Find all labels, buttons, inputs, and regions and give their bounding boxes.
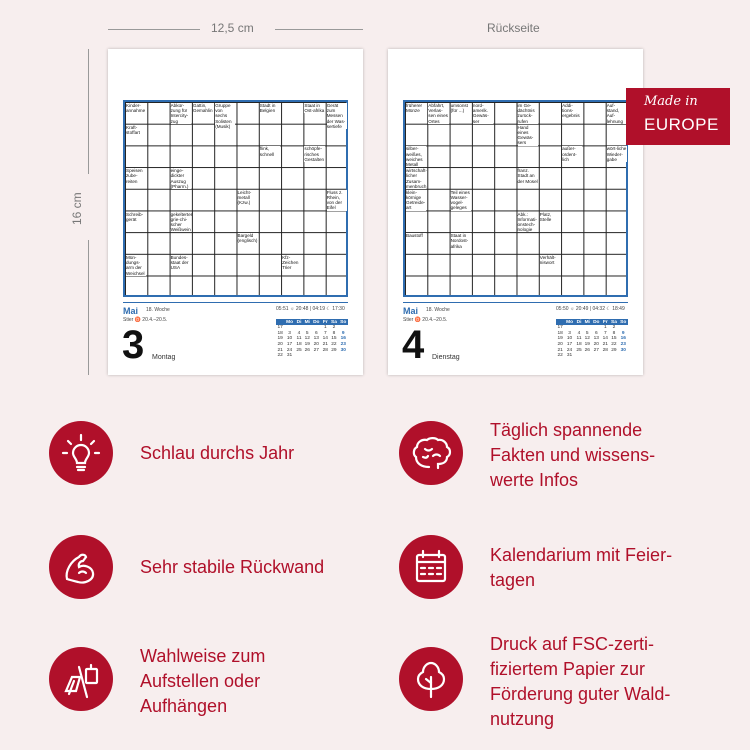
calendar-page-back <box>388 49 643 375</box>
mini-calendar-cell: 19 <box>304 342 310 348</box>
mini-calendar-cell: 12 <box>584 336 590 342</box>
mini-calendar-cell: 22 <box>331 342 337 348</box>
crossword-clue: schöpfe-risches Gestalten <box>304 146 325 162</box>
mini-calendar-cell: 9 <box>621 330 625 336</box>
mini-calendar-cell: 12 <box>304 336 310 342</box>
mini-calendar-header: So <box>340 319 347 325</box>
mini-calendar-cell: 1 <box>603 325 607 331</box>
mini-calendar-cell <box>329 353 338 359</box>
mini-calendar-cell: 5 <box>585 330 589 336</box>
badge-line2: EUROPE <box>644 115 719 134</box>
mini-calendar-cell: 16 <box>340 336 346 342</box>
feature-text-5: Wahlweise zum Aufstellen oder Aufhängen <box>140 646 266 716</box>
mini-calendar-cell <box>618 353 628 359</box>
mini-calendar-cell: 26 <box>584 347 590 353</box>
stand-hang-icon <box>49 647 113 711</box>
crossword-clue: Kfz-Zeichen Trier <box>282 255 302 271</box>
mini-calendar-cell: 14 <box>602 336 608 342</box>
crossword-clue: im Ge-dächtnis zurück-rufen <box>518 103 538 124</box>
crossword-clue: früherer Münze <box>406 103 426 113</box>
crossword-clue: Kinder-annahme <box>126 103 146 114</box>
mini-calendar-cell: 24 <box>286 347 293 353</box>
crossword-clue: Mün-dungs-arm der Weichsel <box>126 254 145 276</box>
day-name: Montag <box>152 354 176 361</box>
day-number: 4 <box>402 323 425 367</box>
height-dimension-line-top <box>88 49 89 174</box>
crossword-clue: Staat in Nordost-afrika <box>451 233 471 249</box>
mini-calendar-header: Di <box>576 319 582 325</box>
crossword-clue: nord-amerik. Gewäs-ser <box>473 103 493 124</box>
mini-calendar-cell: 3 <box>568 330 571 336</box>
mini-calendar-cell: 30 <box>620 347 626 353</box>
mini-calendar-cell: 18 <box>277 330 283 336</box>
crossword-clue: Bargeld (englisch) <box>237 233 258 244</box>
crossword-clue: gekelterter grie-chi-scher Weißwein <box>170 211 193 233</box>
mini-calendar-cell: 6 <box>594 330 598 336</box>
crossword-grid <box>123 100 348 297</box>
mini-calendar-header: Do <box>313 319 320 325</box>
mini-calendar-cell: 7 <box>603 330 607 336</box>
mini-calendar-cell <box>303 353 311 359</box>
mini-calendar-cell: 3 <box>288 330 291 336</box>
mini-calendar-cell: 4 <box>577 330 581 336</box>
mini-calendar <box>556 319 628 359</box>
mini-calendar-cell: 21 <box>557 347 563 353</box>
mini-calendar-cell: 9 <box>341 330 345 336</box>
crossword-clue: Fluss z. Rhein, von der Eifel <box>327 190 347 211</box>
crossword-clue: franz. Stadt an der Mosel <box>517 168 538 184</box>
week-label: 18. Woche <box>426 307 450 313</box>
crossword-clue: umsonst (für ...) <box>451 103 471 113</box>
mini-calendar-cell: 19 <box>277 336 283 342</box>
mini-calendar-cell <box>601 353 609 359</box>
mini-calendar-header: Mi <box>304 319 310 325</box>
crossword-clue: flink, schnell <box>260 146 280 156</box>
badge-line1: Made in <box>644 94 698 109</box>
crossword-clue: außer-ordent-lich <box>562 146 582 162</box>
mini-calendar-header: Mo <box>566 319 574 325</box>
mini-calendar-cell: 27 <box>313 347 319 353</box>
mini-calendar-cell: 26 <box>304 347 310 353</box>
crossword-clue: klein-körnige Getreide-art <box>406 189 426 211</box>
calendar-page-front <box>108 49 363 375</box>
mini-calendar-cell: 28 <box>322 347 328 353</box>
mini-calendar-cell <box>311 353 321 359</box>
mini-calendar-cell: 20 <box>593 342 599 348</box>
mini-calendar-cell: 21 <box>277 347 283 353</box>
sun-moon-info: 05:50 ☼ 20:49 | 04:32 ☾ 18:49 <box>556 306 625 312</box>
mini-calendar <box>276 319 348 359</box>
mini-calendar-cell <box>609 353 618 359</box>
mini-calendar-cell: 23 <box>620 342 626 348</box>
day-name: Dienstag <box>432 354 460 361</box>
mini-calendar-cell: 22 <box>611 342 617 348</box>
crossword-clue: Staat in Ost-afrika <box>304 103 325 114</box>
crossword-clue: Auf-stand, Auf-lehnung <box>607 103 627 124</box>
mini-calendar-header: Fr <box>322 319 328 325</box>
mini-calendar-cell: 23 <box>340 342 346 348</box>
mini-calendar-cell: 1 <box>323 325 327 331</box>
height-dimension-line-bottom <box>88 240 89 375</box>
mini-calendar-cell: 29 <box>331 347 337 353</box>
crossword-clue: Bundes-staat der USA <box>171 255 191 271</box>
mini-calendar-cell: 10 <box>566 336 573 342</box>
mini-calendar-cell: 18 <box>576 342 582 348</box>
mini-calendar-cell: 20 <box>313 342 319 348</box>
mini-calendar-cell: 7 <box>323 330 327 336</box>
divider-line <box>403 302 628 303</box>
feature-text-3: Sehr stabile Rückwand <box>140 557 325 577</box>
tree-icon <box>399 647 463 711</box>
mini-calendar-cell: 10 <box>286 336 293 342</box>
mini-calendar-cell: 11 <box>576 336 582 342</box>
month-label: Mai <box>403 306 419 316</box>
mini-calendar-cell: 30 <box>340 347 346 353</box>
crossword-clue: Leicht-metall (Kzw.) <box>238 190 258 206</box>
mini-calendar-cell: 28 <box>602 347 608 353</box>
crossword-clue: Speisen zube-reiten <box>126 168 146 184</box>
width-dimension-line-left <box>108 29 200 30</box>
mini-calendar-cell: 2 <box>612 325 616 331</box>
zodiac-label: Stier ♉ 20.4.–20.5. <box>123 317 168 323</box>
mini-calendar-header: Sa <box>611 319 617 325</box>
crossword-clue: Kraft-stoffart <box>126 125 146 135</box>
mini-calendar-cell: 22 <box>557 353 563 359</box>
mini-calendar-cell: 8 <box>332 330 336 336</box>
width-dimension-line-right <box>275 29 363 30</box>
mini-calendar-cell: 20 <box>277 342 283 348</box>
mini-calendar-cell: 25 <box>576 347 582 353</box>
mini-calendar-cell: 18 <box>557 330 563 336</box>
crossword-clue: Teil eines Wasser-vogel-geleges <box>450 189 470 211</box>
crossword-clue: Stadt in Belgien <box>260 103 280 113</box>
crossword-clue: Abfahrt, Verlas-sen eines Ortes <box>428 103 448 124</box>
mini-calendar-cell: 31 <box>566 353 573 359</box>
mini-calendar-header: Mo <box>286 319 294 325</box>
mini-calendar-cell: 27 <box>593 347 599 353</box>
crossword-clue: Gerät zum Messen der Was-sertiefe <box>326 103 346 129</box>
mini-calendar-cell: 8 <box>612 330 616 336</box>
mini-calendar-cell: 20 <box>557 342 563 348</box>
week-label: 18. Woche <box>146 307 170 313</box>
crossword-clue: Abk.: Informati-onstech-nologie <box>517 211 537 233</box>
mini-calendar-cell: 29 <box>611 347 617 353</box>
mini-calendar-cell: 21 <box>602 342 608 348</box>
mini-calendar-cell: 31 <box>286 353 293 359</box>
crossword-clue: Verhält-niswort <box>540 255 560 265</box>
zodiac-label: Stier ♉ 20.4.–20.5. <box>403 317 448 323</box>
divider-line <box>123 302 348 303</box>
mini-calendar-cell: 25 <box>296 347 302 353</box>
feature-text-4: Kalendarium mit Feier-tagen <box>490 545 673 590</box>
made-in-europe-badge <box>626 88 730 145</box>
sun-moon-info: 05:51 ☼ 20:48 | 04:19 ☾ 17:30 <box>276 306 345 312</box>
mini-calendar-header: So <box>620 319 627 325</box>
mini-calendar-cell: 14 <box>322 336 328 342</box>
mini-calendar-cell <box>591 353 601 359</box>
mini-calendar-cell: 18 <box>296 342 302 348</box>
mini-calendar-header: Fr <box>602 319 608 325</box>
mini-calendar-cell <box>321 353 329 359</box>
crossword-clue: Addi-tions-ergebnis <box>562 103 582 119</box>
mini-calendar-header: Do <box>593 319 600 325</box>
feature-text-1: Schlau durchs Jahr <box>140 443 295 463</box>
mini-calendar-cell: 15 <box>331 336 337 342</box>
crossword-clue: Platz, Stelle <box>540 212 560 222</box>
mini-calendar-cell <box>583 353 591 359</box>
mini-calendar-cell: 17 <box>277 325 283 331</box>
mini-calendar-cell: 15 <box>611 336 617 342</box>
mini-calendar-cell: 17 <box>557 325 563 331</box>
crossword-clue: Abkür-zung für Intercity-zug <box>171 103 191 124</box>
crossword-clue: Schreib-gerät <box>126 212 146 222</box>
crossword-clue: einge-dickter Auszug (Pharm.) <box>171 168 191 189</box>
mini-calendar-cell: 11 <box>296 336 302 342</box>
calendar-icon <box>399 535 463 599</box>
width-dimension-label: 12,5 cm <box>211 21 254 35</box>
crossword-clue: Gruppe von sechs Solisten (Musik) <box>215 103 235 129</box>
mini-calendar-cell: 19 <box>557 336 563 342</box>
crossword-clue: Gattin, Gemahlin <box>192 103 213 114</box>
muscle-icon <box>49 535 113 599</box>
mini-calendar-cell: 21 <box>322 342 328 348</box>
mini-calendar-cell: 22 <box>277 353 283 359</box>
mini-calendar-cell: 4 <box>297 330 301 336</box>
mini-calendar-cell: 17 <box>566 342 573 348</box>
mini-calendar-header: Di <box>296 319 302 325</box>
mini-calendar-cell <box>338 353 348 359</box>
mini-calendar-cell: 24 <box>566 347 573 353</box>
crossword-clue: Hand eines Gewäs-sers <box>518 125 538 146</box>
mini-calendar-cell: 16 <box>620 336 626 342</box>
mini-calendar-cell: 2 <box>332 325 336 331</box>
feature-text-6: Druck auf FSC-zerti-fiziertem Papier zur Förderung guter Wald-nutzung <box>490 634 671 729</box>
feature-text-2: Täglich spannende Fakten und wissens-werte Infos <box>490 420 656 490</box>
mini-calendar-cell: 5 <box>305 330 309 336</box>
crossword-clue: wirtschaft-licher Zusam-menbruch <box>406 168 427 189</box>
brain-icon <box>399 421 463 485</box>
height-dimension-label: 16 cm <box>70 192 84 225</box>
crossword-clue: wört-liche Wieder-gabe <box>606 146 627 162</box>
mini-calendar-cell: 17 <box>286 342 293 348</box>
mini-calendar-cell: 13 <box>593 336 599 342</box>
mini-calendar-cell <box>295 353 303 359</box>
lightbulb-icon <box>49 421 113 485</box>
day-number: 3 <box>122 323 145 367</box>
mini-calendar-cell: 6 <box>314 330 318 336</box>
backside-label: Rückseite <box>487 21 540 35</box>
mini-calendar-cell <box>575 353 583 359</box>
month-label: Mai <box>123 306 139 316</box>
mini-calendar-header: Sa <box>331 319 337 325</box>
crossword-clue: silber-weißes, weiches Metall <box>406 146 426 167</box>
mini-calendar-header: Mi <box>584 319 590 325</box>
mini-calendar-cell: 13 <box>313 336 319 342</box>
crossword-clue: Baustoff <box>406 233 426 238</box>
mini-calendar-cell: 19 <box>584 342 590 348</box>
crossword-grid <box>403 100 628 297</box>
